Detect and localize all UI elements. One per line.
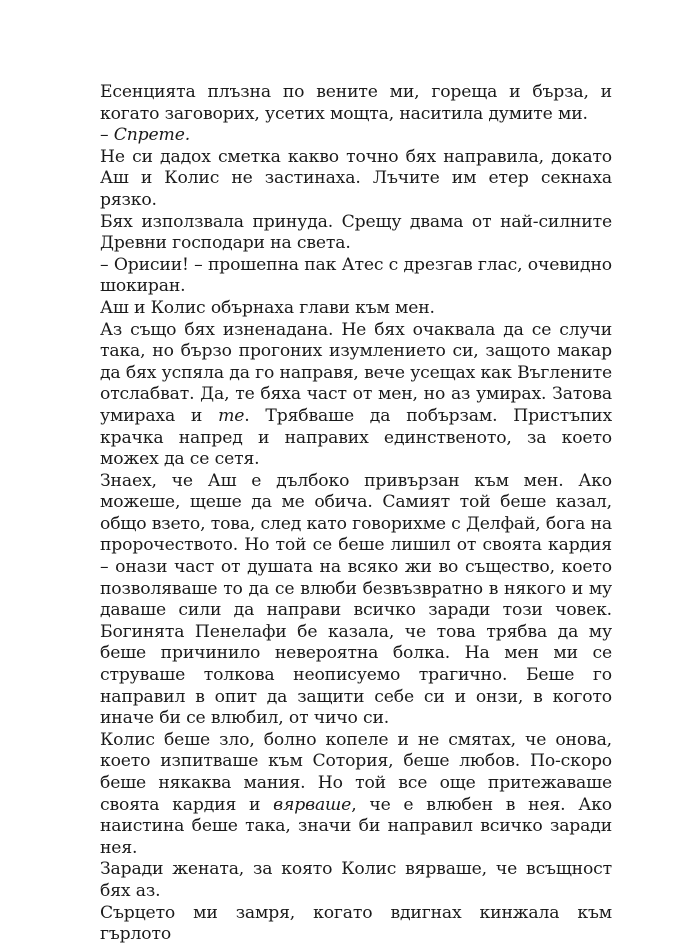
text-run: Заради жената, за която Колис вярваше, че всъщност бях аз. [100,859,612,901]
text-run: Сърцето ми замря, когато вдигнах кинжала към гърлото [100,902,612,945]
paragraph [100,903,612,946]
text-run: Аз също бях изненадана. Не бях очаквала да се случи така, но бързо прогоних изумлението си, защото макар да бях успяла да го направя, вече усещах как Въглените отслабват. Да, те бяха част от мен, но аз умирах. Затова умираха и [100,319,612,426]
paragraph [100,298,612,320]
text-run: Не си дадох сметка какво точно бях направила, докато Аш и Колис не застинаха. Лъчите им етер секнаха рязко. [100,146,612,210]
text-run: Есенцията плъзна по вените ми, гореща и бърза, и когато заговорих, усетих мощта, наситила думите ми. [100,82,612,124]
italic-run: Спрете. [113,125,191,146]
paragraph [100,125,612,147]
italic-run: вярваше [273,794,352,815]
text-run: Колис беше зло, болно копеле и не смятах, че онова, което изпитваше към Сотория, беше любов. По-скоро беше някаква мания. Но той все още притежаваше своята кардия и [100,729,612,815]
italic-run: те [218,405,245,426]
paragraph [100,255,612,298]
paragraph [100,82,612,125]
text-run: – Орисии! – прошепна пак Атес с дрезгав глас, очевидно шокиран. [100,254,612,297]
text-run: , че е влюбен в нея. Ако наистина беше така, значи би направил всичко заради нея. [100,794,612,858]
paragraph [100,730,612,860]
paragraph [100,471,612,730]
paragraph [100,320,612,471]
paragraph [100,859,612,902]
text-run: Знаех, че Аш е дълбоко привързан към мен. Ако можеше, щеше да ме обича. Самият той беше казал, общо взето, това, след като говорихме с Делфай, бога на пророчеството. Но той се беше лишил от своята кардия – онази част от душата на всяко жи во същество, което позволяваше то да се влюби безвъзвратно в някого и му даваше сили да направи всичко заради този човек. Богинята Пенелафи бе казала, че това трябва да му беше причинило невероятна болка. На мен ми се струваше толкова неописуемо трагично. Беше го направил в опит да защити себе си и онзи, в когото иначе би се влюбил, от чичо си. [100,470,612,729]
text-run: – [100,125,114,146]
text-run: . Трябваше да побързам. Пристъпих крачка напред и направих единственото, за което можех да се сетя. [100,405,613,470]
book-page-text [100,82,612,946]
paragraph [100,212,612,255]
text-run: Аш и Колис обърнаха глави към мен. [100,297,435,318]
text-run: Бях използвала принуда. Срещу двама от най-силните Древни господари на света. [100,211,612,254]
paragraph [100,147,612,212]
